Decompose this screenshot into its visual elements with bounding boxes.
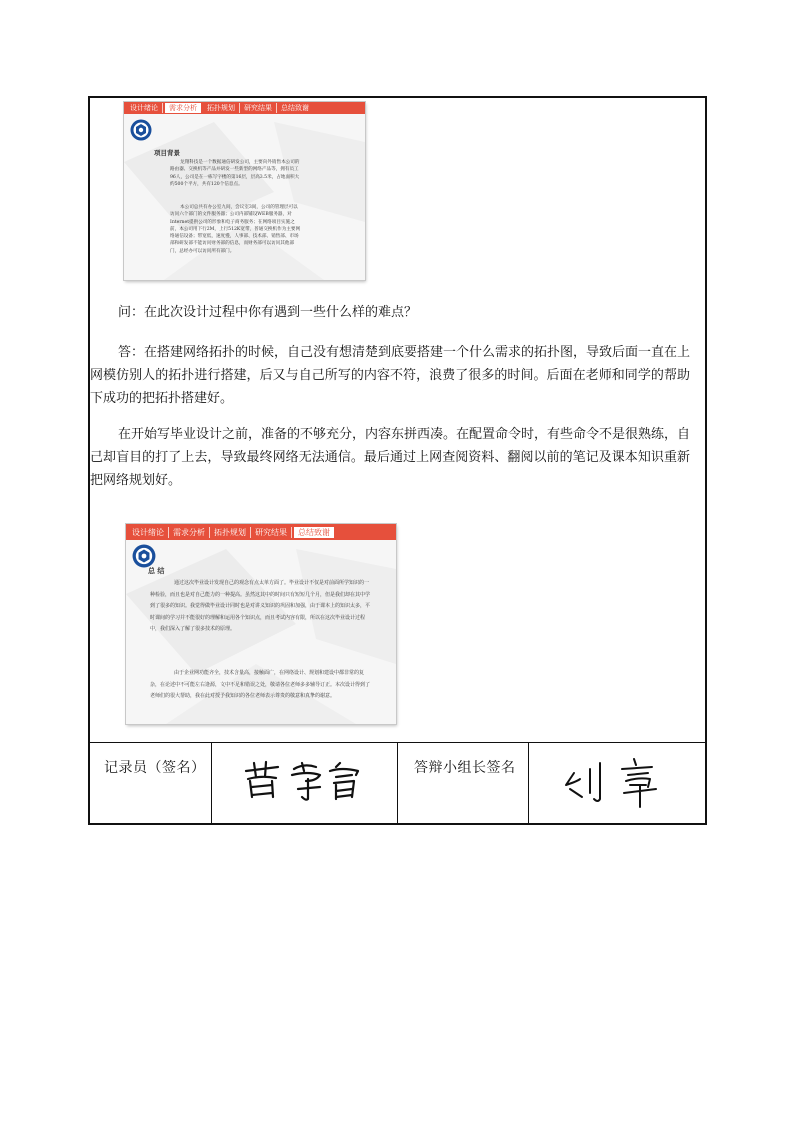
slide-nav-bar <box>124 102 365 114</box>
slide-tab: 设计绪论 <box>128 527 169 538</box>
slide-paragraph: 龙翔科技是一个数据通信研发公司，主要向外销售本公司的路由器、交换机等产品并研发一些新型的网络产品等，拥有员工96人，公司是在一栋写字楼的第16层，层高3.5米，占地面积大约500个平方，共有120个信息点。 <box>170 160 300 187</box>
question-text: 问：在此次设计过程中你有遇到一些什么样的难点？ <box>118 305 418 320</box>
difficulty-paragraph: 在开始写毕业设计之前，准备的不够充分，内容东拼西凑。在配置命令时，有些命令不是很熟练，自己却盲目的打了上去，导致最终网络无法通信。最后通过上网查阅资料、翻阅以前的笔记及课本知识重新把网络规划好。 <box>90 427 691 488</box>
slide-tab: 拓扑规划 <box>203 103 240 113</box>
slide-paragraph: 由于企业网功能齐全，技术含量高，接触面广，在网络设计、规划和建设中都非常的复杂，在论述中不可能左右逢源，文中不足和错误之处，敬请各位老师多多辅导订正。本次设计得到了老师们的很大帮助，我在此对授予我知识的各位老师表示尊贵的敬意和真挚的谢意。 <box>150 670 371 699</box>
slide-nav-bar <box>126 524 396 540</box>
slide-thumbnail-requirements <box>124 102 365 280</box>
slide-tab-active: 总结致谢 <box>294 527 334 538</box>
school-logo-icon <box>132 544 156 568</box>
answer-paragraph: 答：在搭建网络拓扑的时候，自己没有想清楚到底要搭建一个什么需求的拓扑图，导致后面一直在上网模仿别人的拓扑进行搭建，后又与自己所写的内容不符，浪费了很多的时间。后面在老师和同学的帮助下成功的把拓扑搭建好。 <box>90 345 691 406</box>
slide-tab: 设计绪论 <box>126 103 163 113</box>
slide-paragraph: 通过这次毕业设计发现自己的观念有点太单方面了。毕业设计不仅是对前面所学知识的一种检验，而且也是对自己能力的一种提高。虽然这其中的时间只有短短几个月，但是我们却在其中学到了很多的知识。我觉得做毕业设计同时也是对讲义知识的巩固和加强，由于课本上的知识太多，平时课间的学习并不能很好的理解和运用各个知识点，而且考试内容有限，所以在这次毕业设计过程中，我们深入了解了很多技术的原理。 <box>150 580 371 632</box>
leader-signature-label: 答辩小组长签名 <box>414 760 516 776</box>
divider <box>528 743 529 823</box>
page-frame <box>88 96 707 825</box>
slide-tab-active: 需求分析 <box>165 103 201 113</box>
slide-tab: 需求分析 <box>169 527 210 538</box>
recorder-signature <box>232 757 382 805</box>
slide-thumbnail-summary <box>126 524 396 724</box>
recorder-signature-handwriting <box>232 757 382 805</box>
school-logo-icon <box>130 119 152 141</box>
slide-tab: 研究结果 <box>251 527 292 538</box>
signature-row <box>90 742 705 823</box>
slide-tab: 研究结果 <box>240 103 277 113</box>
divider <box>211 743 212 823</box>
divider <box>397 743 398 823</box>
leader-signature <box>552 749 692 811</box>
slide-heading: 总 结 <box>148 566 165 575</box>
slide-tab: 总结致谢 <box>281 104 309 112</box>
slide-tab: 拓扑规划 <box>210 527 251 538</box>
recorder-signature-label: 记录员（签名） <box>104 760 206 776</box>
leader-signature-handwriting <box>552 749 692 811</box>
slide-paragraph: 本公司总共有办公室九间，会议室3间，公司的管理层可以访问六个部门的文件服务器；公司内部铺设WEB服务器，对Internet提供公司的形象和电子商务服务；在网络项目实施之前，本公司用下行2M，上行512K宽带，普通交换机作为主要网络通信设备；带宽低，速度慢，人事部、技术部、销售部、市场部和研发部不能访问财务部的信息，而财务部可以访问其他部门，总经办可以访问所有部门。 <box>170 205 301 254</box>
slide-heading: 项目背景 <box>154 149 180 157</box>
